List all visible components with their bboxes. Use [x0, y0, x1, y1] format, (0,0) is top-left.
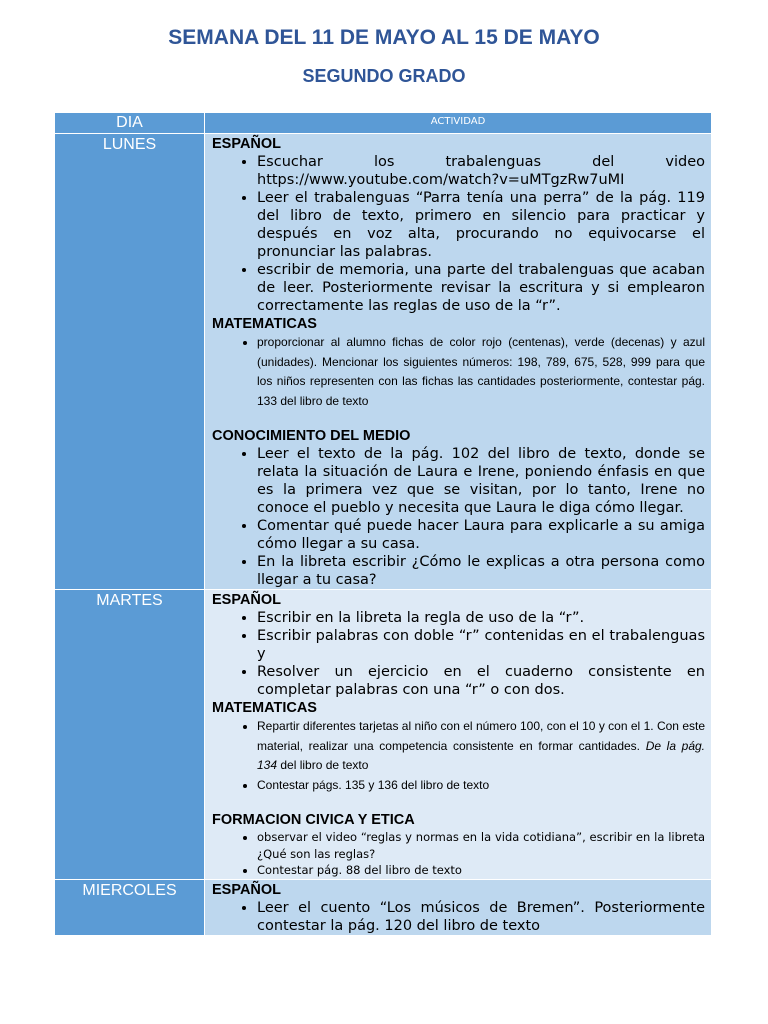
- activity-cell-lunes: [205, 134, 712, 590]
- subject-heading: CONOCIMIENTO DEL MEDIO: [212, 428, 411, 444]
- table-row: [55, 879, 712, 935]
- schedule-table: [54, 112, 712, 936]
- day-cell-lunes: LUNES: [55, 134, 205, 590]
- activity-list: [212, 609, 705, 699]
- header-activity: ACTIVIDAD: [205, 113, 712, 134]
- activity-list: [212, 829, 705, 879]
- activity-cell-martes: [205, 590, 712, 880]
- activity-cell-miercoles: [205, 879, 712, 935]
- activity-list: [212, 445, 705, 589]
- subject-heading: ESPAÑOL: [212, 136, 282, 152]
- list-item-italic: De la pág. 134: [257, 738, 706, 772]
- day-cell-martes: MARTES: [55, 590, 205, 880]
- activity-list: [212, 333, 705, 411]
- subject-heading: MATEMATICAS: [212, 700, 317, 716]
- page-title: SEMANA DEL 11 DE MAYO AL 15 DE MAYO: [168, 26, 600, 49]
- table-row: [55, 134, 712, 590]
- activity-list: [212, 899, 705, 935]
- list-item: • Leer el trabalenguas “Parra tenía una perra” de la pág. 119 del libro de texto, primero en silencio para practicar y después en voz alta, procurando no equivocarse el pronunciar las palabras.: [257, 189, 705, 261]
- list-item-text: Repartir diferentes tarjetas al niño con el número 100, con el 10 y con el 1. Con este material, realizar una competencia consistente en formar cantidades.: [257, 719, 705, 753]
- list-item: [257, 717, 705, 776]
- subject-heading: FORMACION CIVICA Y ETICA: [212, 812, 415, 828]
- list-item: • Escuchar los trabalenguas del video https://www.youtube.com/watch?v=uMTgzRw7uMI: [257, 153, 705, 189]
- list-item-tail: del libro de texto: [277, 758, 369, 772]
- header-day: DIA: [55, 113, 205, 134]
- list-item: • Contestar pág. 88 del libro de texto: [257, 862, 705, 879]
- list-item: • En la libreta escribir ¿Cómo le explicas a otra persona como llegar a tu casa?: [257, 553, 705, 589]
- list-item: • escribir de memoria, una parte del trabalenguas que acaban de leer. Posteriormente revisar la escritura y si emplearon correctamente las reglas de uso de la “r”.: [257, 261, 705, 315]
- subject-heading: ESPAÑOL: [212, 881, 282, 898]
- list-item: • Contestar págs. 135 y 136 del libro de texto: [257, 776, 705, 796]
- list-item: • Escribir palabras con doble “r” contenidas en el trabalenguas y: [257, 627, 705, 663]
- list-item: • proporcionar al alumno fichas de color rojo (centenas), verde (decenas) y azul (unidades). Mencionar los siguientes números: 198, 789, 675, 528, 999 para que los niños representen con las fichas las cantidades posteriormente, contestar pág. 133 del libro de texto: [257, 333, 705, 411]
- list-item: • Escribir en la libreta la regla de uso de la “r”.: [257, 609, 705, 627]
- subject-heading: ESPAÑOL: [212, 592, 282, 608]
- page-subtitle: SEGUNDO GRADO: [302, 66, 466, 86]
- table-header-row: [55, 113, 712, 134]
- activity-list: [212, 717, 705, 795]
- subject-heading: MATEMATICAS: [212, 316, 317, 332]
- list-item: • observar el video “reglas y normas en la vida cotidiana”, escribir en la libreta ¿Qué son las reglas?: [257, 829, 705, 862]
- list-item: • Comentar qué puede hacer Laura para explicarle a su amiga cómo llegar a su casa.: [257, 517, 705, 553]
- list-item: • Resolver un ejercicio en el cuaderno consistente en completar palabras con una “r” o con dos.: [257, 663, 705, 699]
- activity-list: [212, 153, 705, 315]
- day-cell-miercoles: MIERCOLES: [55, 879, 205, 935]
- list-item: • Leer el texto de la pág. 102 del libro de texto, donde se relata la situación de Laura e Irene, poniendo énfasis en que es la primera vez que se visitan, por lo tanto, Irene no conoce el pueblo y necesita que Laura le diga cómo llegar.: [257, 445, 705, 517]
- table-row: [55, 590, 712, 880]
- list-item: • Leer el cuento “Los músicos de Bremen”. Posteriormente contestar la pág. 120 del libro de texto: [257, 899, 705, 935]
